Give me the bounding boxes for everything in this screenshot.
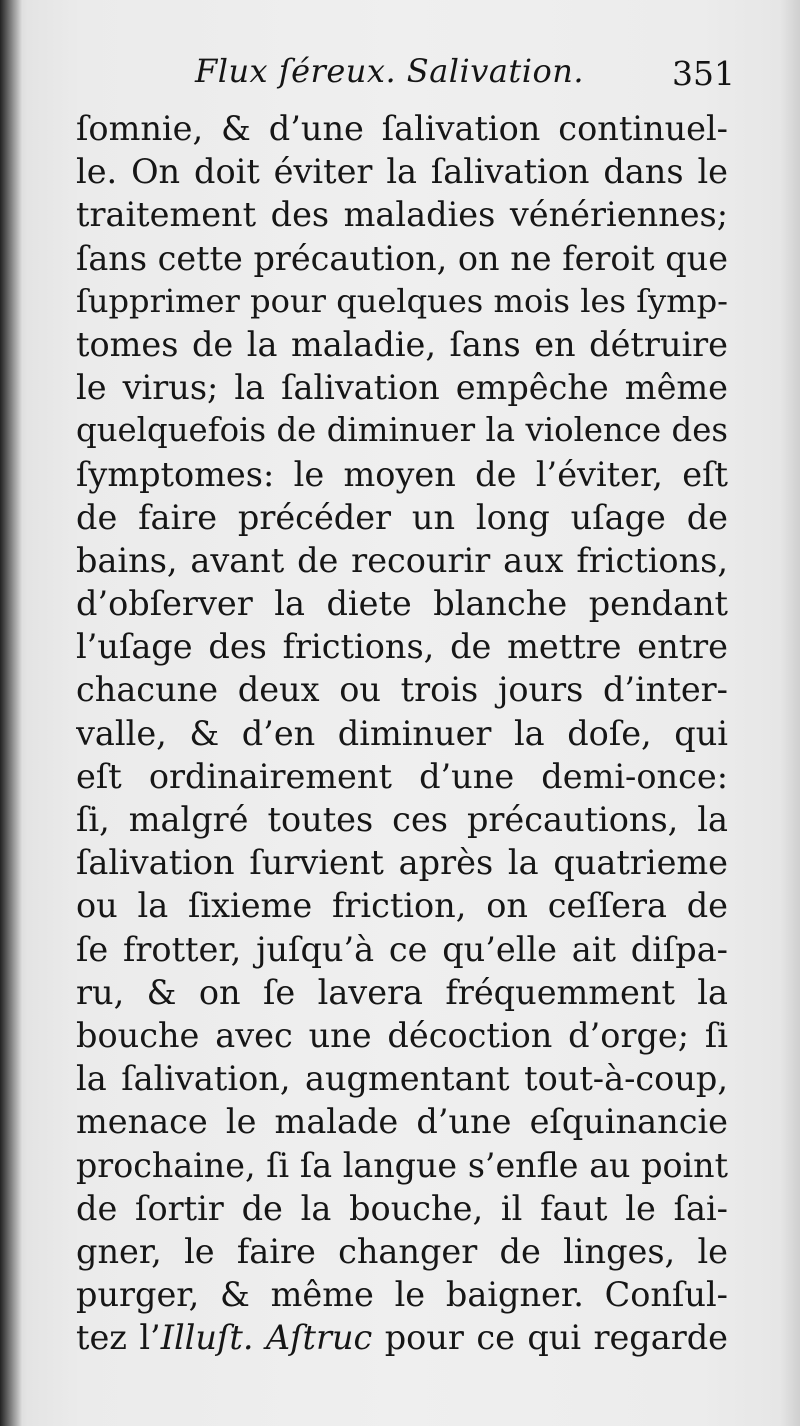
text-line: le. On doit éviter la ſalivation dans le	[76, 152, 728, 192]
text-line: chacune deux ou trois jours d’inter-	[76, 670, 728, 710]
running-title: Flux ſéreux. Salivation.	[195, 52, 585, 90]
text-line: menace le malade d’une eſquinancie	[76, 1102, 728, 1142]
text-line: ſymptomes: le moyen de l’éviter, eſt	[76, 454, 728, 494]
page-number: 351	[672, 54, 735, 93]
text-line: bouche avec une décoction d’orge; ſi	[76, 1015, 728, 1055]
text-line: eſt ordinairement d’une demi-once:	[76, 756, 728, 796]
text-line: ſe frotter, juſqu’à ce qu’elle ait diſpa-	[76, 929, 728, 969]
text-line: ſalivation ſurvient après la quatrieme	[76, 843, 728, 883]
text-line: gner, le faire changer de linges, le	[76, 1231, 728, 1271]
text-line: l’uſage des frictions, de mettre entre	[76, 627, 728, 667]
text-line: le virus; la ſalivation empêche même	[76, 368, 728, 408]
text-line: de ſortir de la bouche, il faut le ſai-	[76, 1188, 728, 1228]
text-line: tomes de la maladie, ſans en détruire	[76, 324, 728, 364]
last-line-end: pour ce qui regarde	[372, 1318, 728, 1358]
text-line: ou la ſixieme friction, on ceſſera de	[76, 886, 728, 926]
text-line: quelquefois de diminuer la violence des	[76, 411, 728, 450]
body-text	[76, 107, 728, 1359]
page-header	[195, 52, 735, 102]
binding-shadow	[0, 0, 22, 1426]
text-line: traitement des maladies vénériennes;	[76, 195, 728, 235]
italic-author-name: Aſtruc	[265, 1318, 373, 1358]
text-line: la ſalivation, augmentant tout-à-coup,	[76, 1059, 728, 1099]
text-line-last	[76, 1316, 728, 1359]
text-line: ſupprimer pour quelques mois les ſymp-	[76, 281, 728, 320]
text-line: d’obſerver la diete blanche pendant	[76, 584, 728, 624]
text-line: bains, avant de recourir aux frictions,	[76, 540, 728, 580]
text-line: ſomnie, & d’une ſalivation continuel-	[76, 109, 728, 148]
last-line-start: tez l’	[76, 1318, 161, 1358]
text-line: ru, & on ſe lavera fréquemment la	[76, 972, 728, 1012]
text-line: ſi, malgré toutes ces précautions, la	[76, 800, 728, 839]
text-line: ſans cette précaution, on ne feroit que	[76, 238, 728, 278]
text-line: de faire précéder un long uſage de	[76, 497, 728, 537]
italic-abbreviation: Illuſt.	[160, 1318, 254, 1358]
text-line: valle, & d’en diminuer la doſe, qui	[76, 713, 728, 753]
word-space	[253, 1318, 265, 1357]
text-line: prochaine, ſi ſa langue s’enfle au point	[76, 1145, 728, 1185]
text-line: purger, & même le baigner. Conſul-	[76, 1275, 728, 1315]
